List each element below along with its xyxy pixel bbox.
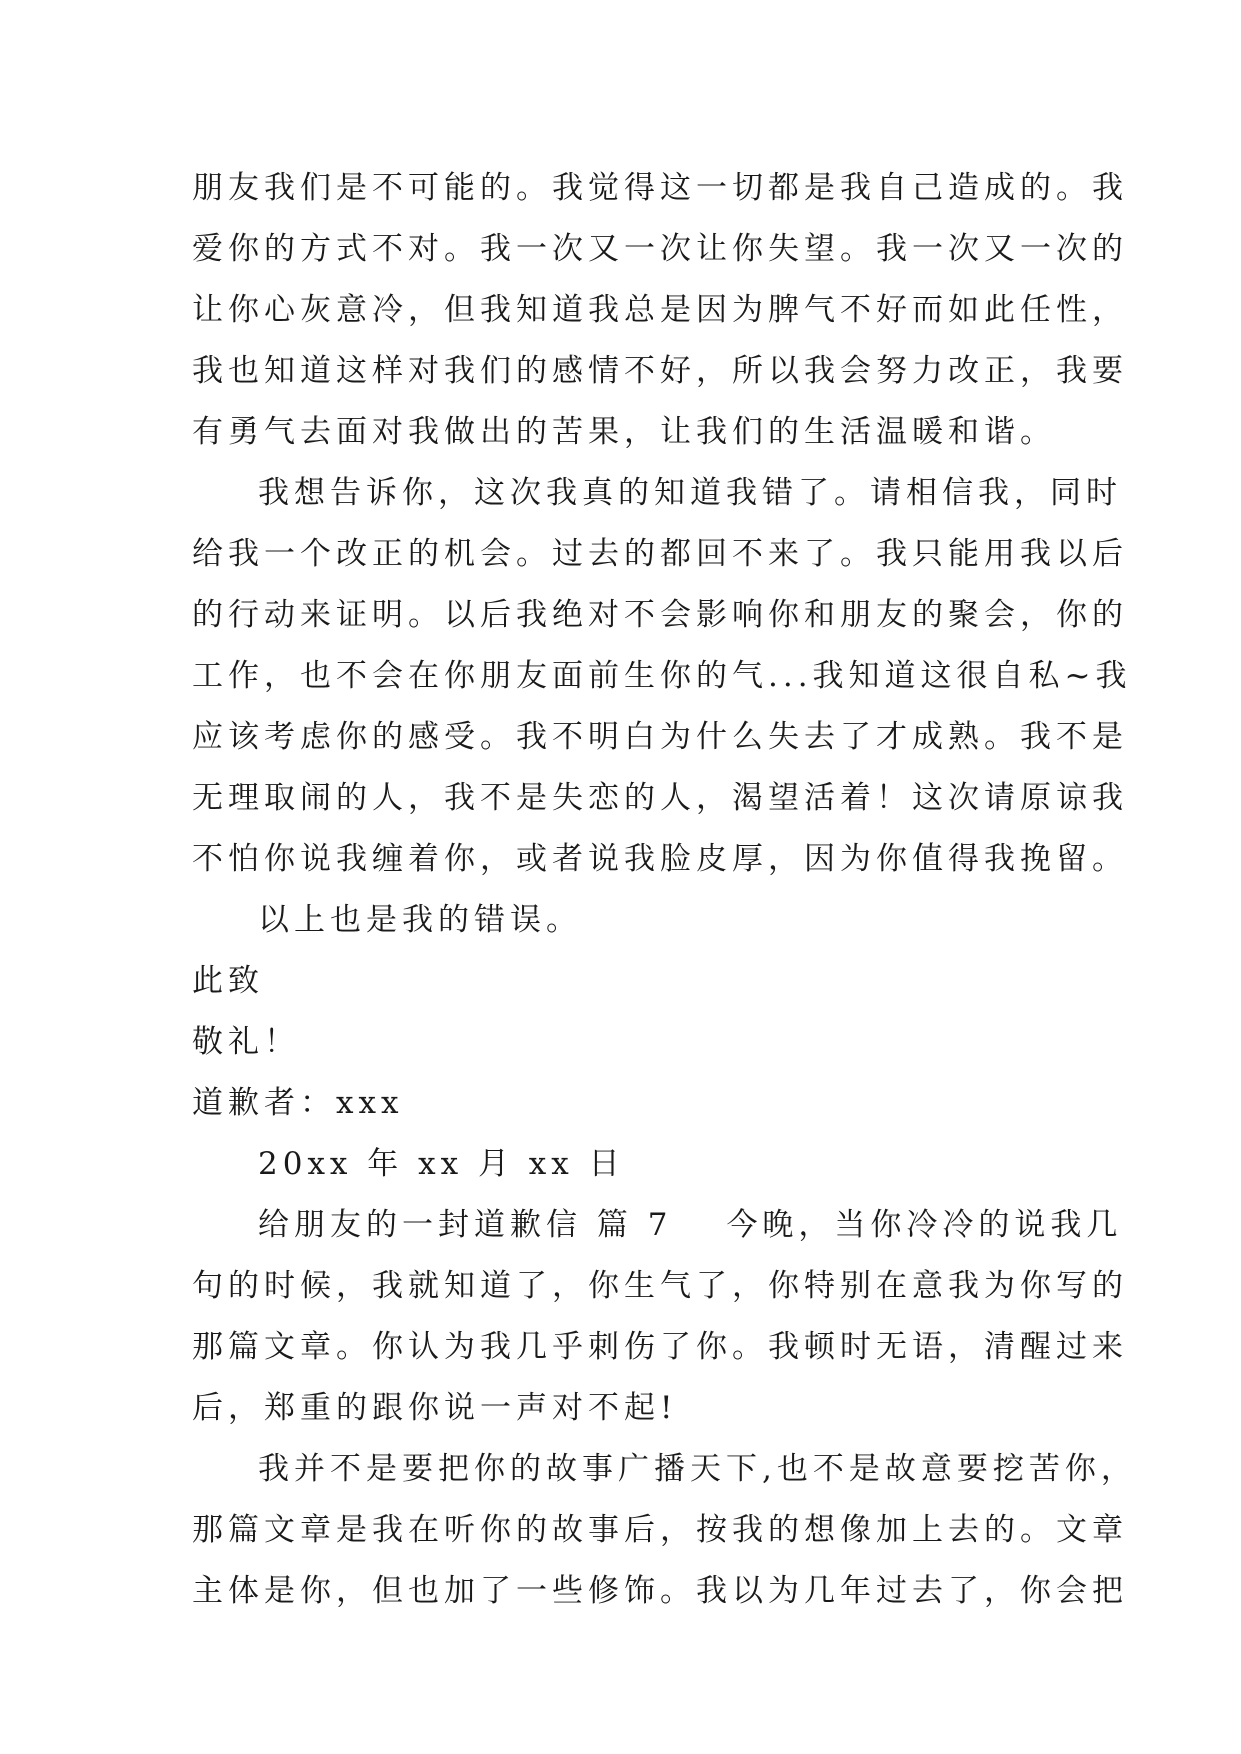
text-line: 让你心灰意冷，但我知道我总是因为脾气不好而如此任性， — [192, 292, 1128, 328]
text-line: 后，郑重的跟你说一声对不起! — [192, 1390, 678, 1426]
letter-body — [192, 158, 1137, 1622]
text-line: 那篇文章是我在听你的故事后，按我的想像加上去的。文章 — [192, 1512, 1128, 1548]
section-heading: 给朋友的一封道歉信 篇 7 — [258, 1207, 673, 1243]
text-line: 的行动来证明。以后我绝对不会影响你和朋友的聚会，你的 — [192, 597, 1128, 633]
date-line: 20xx 年 xx 月 xx 日 — [258, 1146, 625, 1182]
text-line: 主体是你，但也加了一些修饰。我以为几年过去了，你会把 — [192, 1573, 1128, 1609]
text-line: 我也知道这样对我们的感情不好，所以我会努力改正，我要 — [192, 353, 1128, 389]
text-line: 应该考虑你的感受。我不明白为什么失去了才成熟。我不是 — [192, 719, 1128, 755]
text-line: 工作，也不会在你朋友面前生你的气...我知道这很自私~我 — [192, 658, 1132, 694]
text-line: 那篇文章。你认为我几乎刺伤了你。我顿时无语，清醒过来 — [192, 1329, 1128, 1365]
section-heading-line — [192, 1195, 1123, 1256]
text-line: 句的时候，我就知道了，你生气了，你特别在意我为你写的 — [192, 1268, 1128, 1304]
paragraph-start-line: 我想告诉你，这次我真的知道我错了。请相信我，同时 — [258, 475, 1122, 511]
text-line: 朋友我们是不可能的。我觉得这一切都是我自己造成的。我 — [192, 170, 1128, 206]
closing-salutation: 此致 — [192, 963, 264, 999]
text-line: 爱你的方式不对。我一次又一次让你失望。我一次又一次的 — [192, 231, 1128, 267]
text-line: 不怕你说我缠着你，或者说我脸皮厚，因为你值得我挽留。 — [192, 841, 1128, 877]
paragraph-start-line: 我并不是要把你的故事广播天下,也不是故意要挖苦你， — [258, 1451, 1137, 1487]
signature-line: 道歉者：xxx — [192, 1085, 404, 1121]
text-line: 给我一个改正的机会。过去的都回不来了。我只能用我以后 — [192, 536, 1128, 572]
section-first-sentence: 今晚，当你冷冷的说我几 — [726, 1207, 1123, 1243]
paragraph-start-line: 以上也是我的错误。 — [258, 902, 582, 938]
text-line: 有勇气去面对我做出的苦果，让我们的生活温暖和谐。 — [192, 414, 1056, 450]
text-line: 无理取闹的人，我不是失恋的人，渴望活着！这次请原谅我 — [192, 780, 1128, 816]
closing-regards: 敬礼！ — [192, 1024, 300, 1060]
